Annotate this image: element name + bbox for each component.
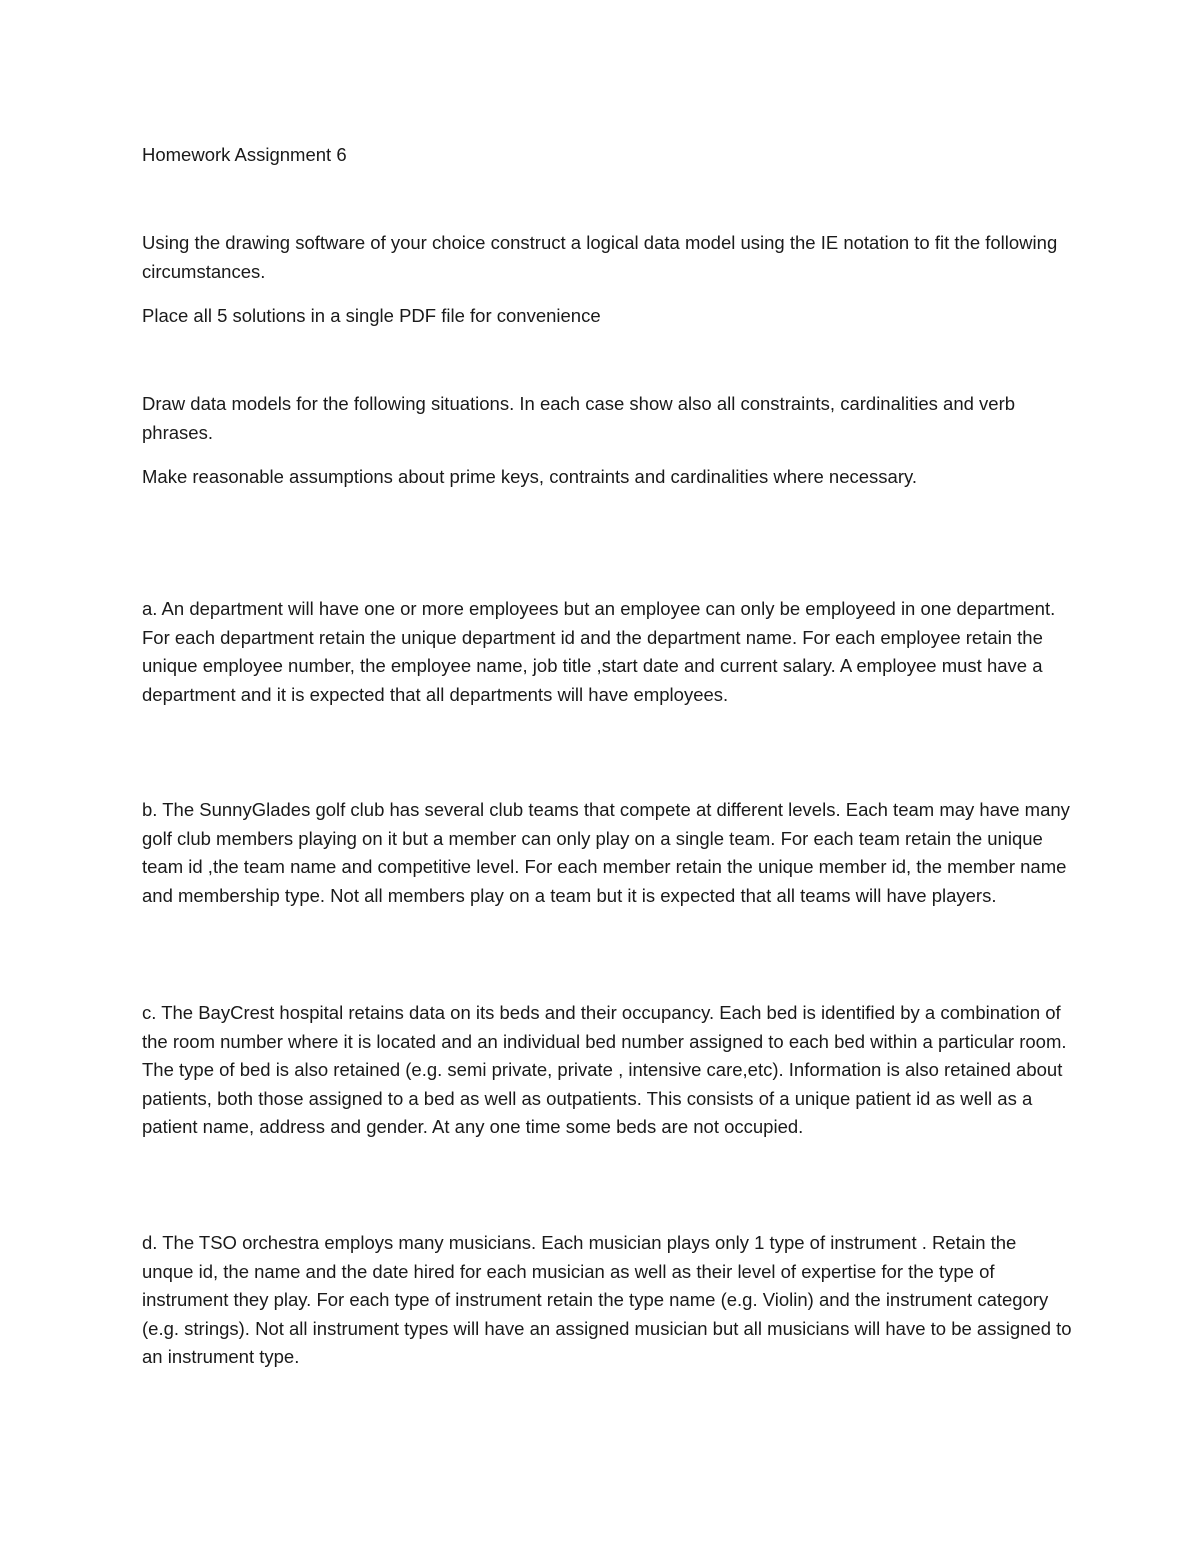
submission-note: Place all 5 solutions in a single PDF file for convenience xyxy=(142,305,601,326)
case-b-paragraph: b. The SunnyGlades golf club has several club teams that compete at different levels. Each team may have many golf club members playing on it but a member can only play on a single team. For each team retain the unique team id ,the team name and competitive level. For each member retain the unique member id, the member name and membership type. Not all members play on a team but it is expected that all teams will have players. xyxy=(142,799,1070,906)
instruction-paragraph: Draw data models for the following situations. In each case show also all constraints, cardinalities and verb phrases. xyxy=(142,393,1016,443)
assumptions-paragraph: Make reasonable assumptions about prime keys, contraints and cardinalities where necessary. xyxy=(142,466,917,487)
intro-paragraph: Using the drawing software of your choice construct a logical data model using the IE notation to fit the following circumstances. xyxy=(142,232,1058,282)
case-a-paragraph: a. An department will have one or more employees but an employee can only be employeed in one department. For each department retain the unique department id and the department name. For each employee retain the unique employee number, the employee name, job title ,start date and current salary. A employee must have a department and it is expected that all departments will have employees. xyxy=(142,598,1056,705)
document-title: Homework Assignment 6 xyxy=(142,144,347,165)
case-c-paragraph: c. The BayCrest hospital retains data on its beds and their occupancy. Each bed is identified by a combination of the room number where it is located and an individual bed number assigned to each bed within a particular room. The type of bed is also retained (e.g. semi private, private , intensive care,etc). Information is also retained about patients, both those assigned to a bed as well as outpatients. This consists of a unique patient id as well as a patient name, address and gender. At any one time some beds are not occupied. xyxy=(142,1002,1067,1138)
case-d-paragraph: d. The TSO orchestra employs many musicians. Each musician plays only 1 type of instrument . Retain the unque id, the name and the date hired for each musician as well as their level of expertise for the type of instrument they play. For each type of instrument retain the type name (e.g. Violin) and the instrument category (e.g. strings). Not all instrument types will have an assigned musician but all musicians will have to be assigned to an instrument type. xyxy=(142,1232,1072,1368)
